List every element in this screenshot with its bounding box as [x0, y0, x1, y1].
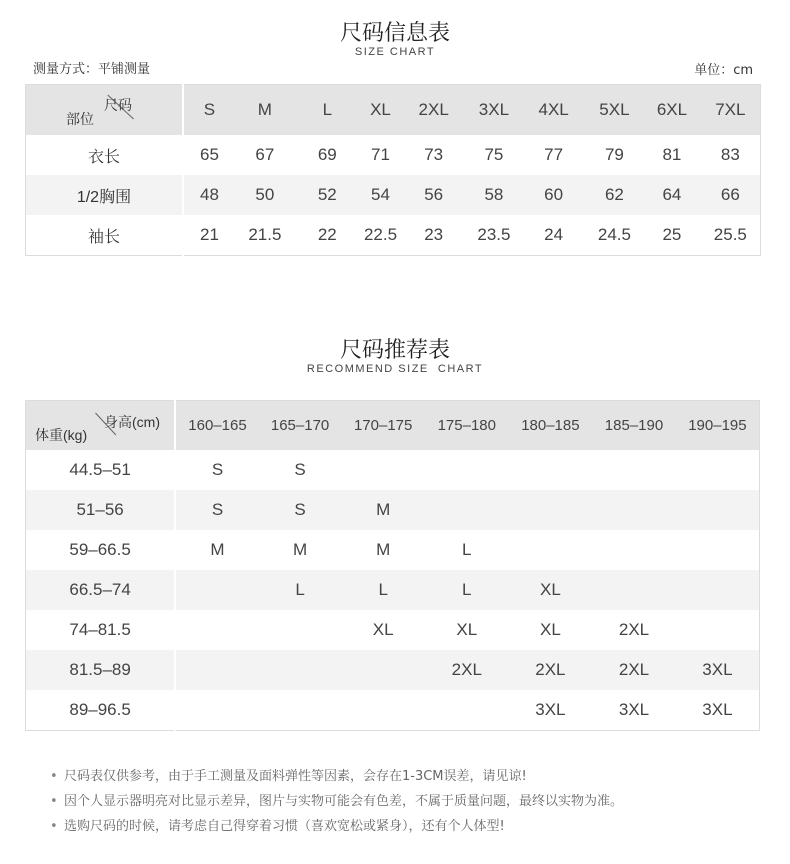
size-col-header: L [295, 85, 360, 136]
table-cell: 21 [200, 225, 219, 244]
table-cell: S [211, 460, 224, 479]
table-cell: 3XL [702, 700, 733, 719]
table-cell: XL [456, 620, 478, 639]
table-cell: 66 [701, 175, 761, 215]
table-cell: 23 [424, 225, 444, 244]
row-label: 袖长 [26, 215, 183, 256]
recommend-chart-subtitle: RECOMMEND SIZE CHART [306, 363, 484, 375]
table-cell: 21.5 [248, 225, 282, 244]
table-cell: 75 [484, 145, 504, 164]
table-cell: XL [372, 620, 394, 639]
table-cell: 23.5 [477, 225, 511, 244]
recommend-chart-table [25, 400, 760, 731]
size-col-header: 3XL [466, 85, 521, 136]
bullet-icon: • [50, 794, 58, 809]
table-cell [676, 530, 760, 570]
table-cell: 2XL [618, 620, 650, 639]
size-row-sleeve [26, 215, 761, 256]
weight-label: 59–66.5 [26, 530, 176, 570]
table-cell: 69 [317, 145, 337, 164]
table-cell [259, 650, 342, 690]
table-cell [425, 450, 509, 490]
size-col-header: S [183, 85, 235, 136]
weight-label: 44.5–51 [26, 450, 176, 490]
recommend-corner-bottom-label: 体重(kg) [35, 427, 88, 443]
unit-label: 单位：cm [694, 63, 753, 78]
height-col-header: 185–190 [592, 401, 676, 451]
size-chart-subtitle: SIZE CHART [354, 46, 436, 58]
table-cell: 54 [360, 175, 401, 215]
table-cell: 56 [401, 175, 466, 215]
table-cell: XL [509, 570, 593, 610]
table-cell: 52 [295, 175, 360, 215]
size-row-chest [26, 175, 761, 215]
table-cell: 67 [255, 145, 275, 164]
note-text: 选购尺码的时候，请考虑自己得穿着习惯（喜欢宽松或紧身），还有个人体型! [64, 819, 505, 834]
size-col-header: 2XL [401, 85, 466, 136]
table-cell: 2XL [592, 650, 676, 690]
table-cell: 24 [544, 225, 564, 244]
table-cell: L [462, 540, 472, 559]
recommend-table-corner [26, 401, 176, 451]
table-cell: M [376, 540, 391, 559]
height-col-header: 190–195 [676, 401, 760, 451]
height-col-header: 165–170 [259, 401, 342, 451]
size-corner-bottom-label: 部位 [66, 111, 94, 127]
size-corner-top-label: 尺码 [104, 97, 132, 113]
recommend-header-row [26, 401, 760, 451]
size-col-header: XL [360, 85, 401, 136]
bullet-icon: • [50, 819, 58, 834]
table-cell [341, 650, 425, 690]
row-label: 1/2胸围 [26, 175, 183, 215]
table-cell: 3XL [618, 700, 650, 719]
size-col-header: 4XL [522, 85, 586, 136]
table-cell [592, 570, 676, 610]
table-cell [509, 530, 593, 570]
note-item [50, 764, 623, 789]
table-cell [175, 610, 259, 650]
table-cell [592, 530, 676, 570]
table-cell [592, 490, 676, 530]
weight-label: 89–96.5 [26, 690, 176, 731]
table-cell [175, 650, 259, 690]
table-cell: 73 [424, 145, 444, 164]
table-cell: 64 [643, 175, 701, 215]
table-cell: 25.5 [713, 225, 747, 244]
table-cell [509, 490, 593, 530]
table-row [26, 570, 760, 610]
size-chart-table [25, 84, 761, 256]
table-cell [676, 490, 760, 530]
table-cell: 83 [720, 145, 740, 164]
table-cell: 62 [586, 175, 644, 215]
size-col-header: 5XL [586, 85, 644, 136]
table-row [26, 490, 760, 530]
table-cell: 77 [544, 145, 564, 164]
recommend-chart-title: 尺码推荐表 [339, 338, 450, 363]
table-cell: 2XL [509, 650, 593, 690]
size-table-corner [26, 85, 183, 136]
size-col-header: 6XL [643, 85, 701, 136]
table-cell: 71 [371, 145, 390, 164]
table-cell: M [341, 490, 425, 530]
weight-label: 51–56 [26, 490, 176, 530]
table-cell: L [341, 570, 425, 610]
table-cell [341, 450, 425, 490]
table-cell: 2XL [425, 650, 509, 690]
table-cell: 50 [235, 175, 295, 215]
table-cell: 60 [522, 175, 586, 215]
table-cell: 81 [662, 145, 682, 164]
height-col-header: 170–175 [341, 401, 425, 451]
recommend-corner-top-label: 身高(cm) [104, 414, 160, 430]
weight-label: 74–81.5 [26, 610, 176, 650]
table-cell: L [425, 570, 509, 610]
table-row [26, 450, 760, 490]
note-item [50, 814, 623, 839]
height-col-header: 160–165 [175, 401, 259, 451]
height-col-header: 175–180 [425, 401, 509, 451]
size-row-length [26, 135, 761, 175]
table-cell: 58 [466, 175, 521, 215]
table-cell: S [294, 460, 306, 479]
table-cell [509, 450, 593, 490]
table-row [26, 610, 760, 650]
height-col-header: 180–185 [509, 401, 593, 451]
table-cell [425, 690, 509, 731]
table-cell: S [175, 490, 259, 530]
table-cell: 3XL [676, 650, 760, 690]
table-cell [175, 570, 259, 610]
table-row [26, 690, 760, 731]
table-cell: 65 [200, 145, 219, 164]
table-cell: M [293, 540, 308, 559]
table-cell [341, 690, 425, 731]
note-text: 因个人显示器明亮对比显示差异，图片与实物可能会有色差，不属于质量问题，最终以实物为准。 [64, 794, 624, 809]
table-cell: 24.5 [597, 225, 631, 244]
table-cell: S [259, 490, 342, 530]
table-cell [425, 490, 509, 530]
note-item [50, 789, 623, 814]
table-cell: M [210, 540, 225, 559]
notes-list [50, 764, 623, 839]
measure-method: 测量方式：平铺测量 [33, 62, 151, 77]
row-label: 衣长 [26, 135, 183, 175]
table-cell [259, 690, 342, 731]
table-cell [676, 610, 760, 650]
table-cell: 25 [662, 225, 682, 244]
bullet-icon: • [50, 769, 58, 784]
table-cell [592, 450, 676, 490]
weight-label: 81.5–89 [26, 650, 176, 690]
table-cell: 22 [317, 225, 337, 244]
table-cell: 48 [183, 175, 235, 215]
table-cell: L [259, 570, 342, 610]
table-cell: 79 [604, 145, 624, 164]
table-cell [259, 610, 342, 650]
weight-label: 66.5–74 [26, 570, 176, 610]
note-text: 尺码表仅供参考，由于手工测量及面料弹性等因素，会存在1-3CM误差，请见谅! [64, 769, 527, 784]
size-col-header: 7XL [701, 85, 761, 136]
table-cell: 22.5 [363, 225, 398, 244]
size-col-header: M [235, 85, 295, 136]
table-cell [175, 690, 259, 731]
table-cell: XL [540, 620, 561, 639]
table-cell [676, 570, 760, 610]
size-chart-title: 尺码信息表 [339, 21, 450, 46]
table-row [26, 530, 760, 570]
size-header-row [26, 85, 761, 136]
table-cell [676, 450, 760, 490]
table-cell: 3XL [535, 700, 566, 719]
table-row [26, 650, 760, 690]
